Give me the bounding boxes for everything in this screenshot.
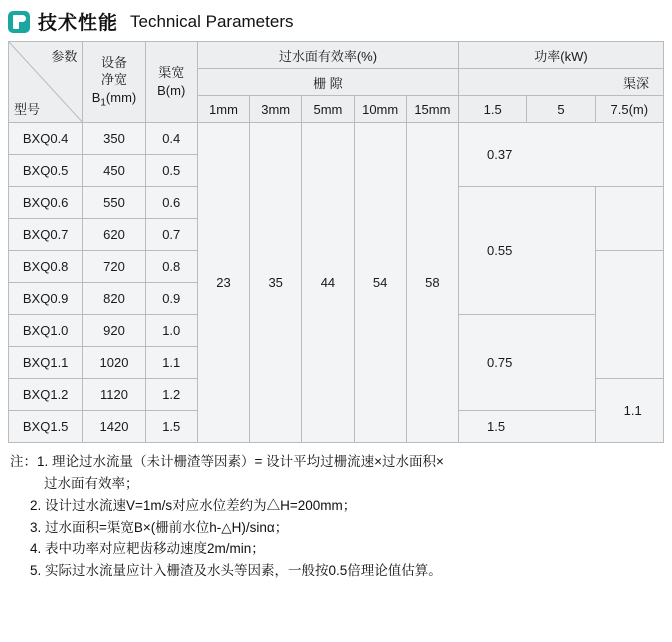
cell-channel-width: 1.2 xyxy=(145,379,197,411)
cell-channel-width: 0.7 xyxy=(145,219,197,251)
cell-net-width: 450 xyxy=(83,155,145,187)
header-gap-5mm: 5mm xyxy=(302,96,354,123)
header-channel-width xyxy=(145,42,197,123)
cell-power-055: 0.55 xyxy=(459,187,596,315)
cell-net-width: 350 xyxy=(83,123,145,155)
header-channel-depth: 渠深 xyxy=(459,69,664,96)
table-row xyxy=(9,123,664,155)
cell-eff-3mm: 35 xyxy=(250,123,302,443)
header-net-width xyxy=(83,42,145,123)
corner-label-model: 型号 xyxy=(14,102,41,117)
cell-channel-width: 0.9 xyxy=(145,283,197,315)
cell-model: BXQ0.4 xyxy=(9,123,83,155)
header-depth-1-5: 1.5 xyxy=(459,96,527,123)
cell-model: BXQ1.5 xyxy=(9,411,83,443)
cell-model: BXQ0.9 xyxy=(9,283,83,315)
cell-net-width: 820 xyxy=(83,283,145,315)
cell-eff-15mm: 58 xyxy=(406,123,458,443)
cell-channel-width: 1.1 xyxy=(145,347,197,379)
corner-label-parameter: 参数 xyxy=(51,49,78,64)
note-line xyxy=(10,517,662,539)
cell-model: BXQ0.8 xyxy=(9,251,83,283)
page-title-cn: 技术性能 xyxy=(38,13,119,34)
channel-width-line1: 渠宽 xyxy=(158,65,185,81)
page-header xyxy=(0,0,672,41)
cell-channel-width: 1.0 xyxy=(145,315,197,347)
page-title-en: Technical Parameters xyxy=(130,11,294,31)
cell-channel-width: 1.5 xyxy=(145,411,197,443)
cell-model: BXQ1.1 xyxy=(9,347,83,379)
cell-power-15: 1.5 xyxy=(459,411,596,443)
notes-prefix: 注： xyxy=(10,454,37,469)
header-depth-7-5: 7.5(m) xyxy=(595,96,663,123)
parameters-table-wrap xyxy=(0,41,672,443)
cell-power-blank-a xyxy=(595,187,663,251)
cell-model: BXQ0.6 xyxy=(9,187,83,219)
header-gap-1mm: 1mm xyxy=(197,96,249,123)
cell-net-width: 720 xyxy=(83,251,145,283)
header-effective-area-group: 过水面有效率(%) xyxy=(197,42,458,69)
cell-model: BXQ1.2 xyxy=(9,379,83,411)
note-item-1: 1. 理论过水流量（未计栅渣等因素）= 设计平均过栅流速×过水面积× xyxy=(37,454,444,469)
cell-power-075: 0.75 xyxy=(459,315,596,411)
cell-channel-width: 0.4 xyxy=(145,123,197,155)
cell-net-width: 620 xyxy=(83,219,145,251)
cell-channel-width: 0.8 xyxy=(145,251,197,283)
note-line xyxy=(10,473,662,495)
notes-section xyxy=(0,443,672,582)
cell-model: BXQ0.5 xyxy=(9,155,83,187)
net-width-unit: (mm) xyxy=(105,90,137,105)
cell-net-width: 1420 xyxy=(83,411,145,443)
cell-eff-10mm: 54 xyxy=(354,123,406,443)
note-line xyxy=(10,538,662,560)
header-gap-10mm: 10mm xyxy=(354,96,406,123)
header-depth-5: 5 xyxy=(527,96,595,123)
cell-model: BXQ0.7 xyxy=(9,219,83,251)
header-gap-15mm: 15mm xyxy=(406,96,458,123)
note-item-5: 5. 实际过水流量应计入栅渣及水头等因素，一般按0.5倍理论值估算。 xyxy=(30,563,442,579)
cell-net-width: 1120 xyxy=(83,379,145,411)
corner-header-cell xyxy=(9,42,83,123)
cell-power-037: 0.37 xyxy=(459,123,664,187)
cell-net-width: 920 xyxy=(83,315,145,347)
header-gap-3mm: 3mm xyxy=(250,96,302,123)
cell-power-11: 1.1 xyxy=(595,379,663,443)
parameters-table xyxy=(8,41,664,443)
brand-logo-icon xyxy=(8,11,30,33)
net-width-line1: 设备 xyxy=(100,54,127,70)
note-item-1-cont: 过水面有效率； xyxy=(44,475,139,491)
cell-channel-width: 0.5 xyxy=(145,155,197,187)
cell-channel-width: 0.6 xyxy=(145,187,197,219)
table-head xyxy=(9,42,664,123)
cell-eff-5mm: 44 xyxy=(302,123,354,443)
net-width-line2: 净宽 xyxy=(100,72,127,88)
cell-net-width: 1020 xyxy=(83,347,145,379)
note-item-3: 3. 过水面积=渠宽B×(栅前水位h-△H)/sinα； xyxy=(30,519,289,535)
cell-model: BXQ1.0 xyxy=(9,315,83,347)
net-width-symbol: B xyxy=(91,90,101,105)
note-line xyxy=(10,495,662,517)
note-line xyxy=(10,451,662,473)
net-width-subscript: 1 xyxy=(100,97,106,109)
cell-power-blank-b xyxy=(595,251,663,379)
header-gap-group: 栅 隙 xyxy=(197,69,458,96)
table-body xyxy=(9,123,664,443)
channel-width-symbol: B(m) xyxy=(157,83,186,98)
note-line xyxy=(10,560,662,582)
cell-eff-1mm: 23 xyxy=(197,123,249,443)
note-item-2: 2. 设计过水流速V=1m/s对应水位差约为△H=200mm； xyxy=(30,497,357,513)
note-item-4: 4. 表中功率对应耙齿移动速度2m/min； xyxy=(30,541,265,557)
cell-net-width: 550 xyxy=(83,187,145,219)
header-power-group: 功率(kW) xyxy=(459,42,664,69)
